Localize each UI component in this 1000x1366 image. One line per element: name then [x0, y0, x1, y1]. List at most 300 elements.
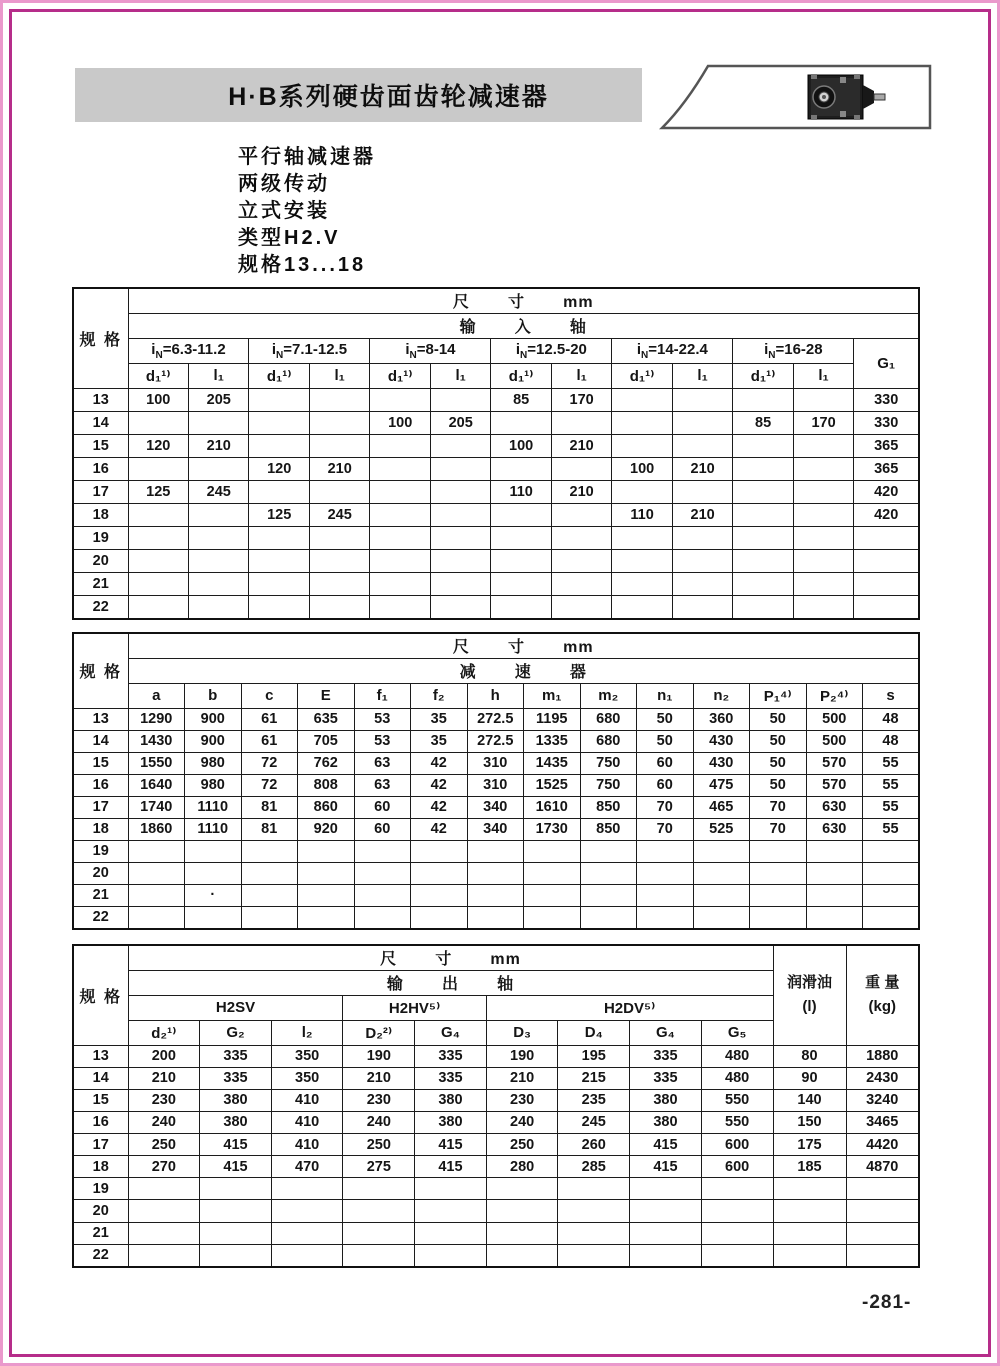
table-row	[73, 1134, 919, 1156]
value-cell	[309, 549, 369, 572]
value-cell: 50	[637, 730, 694, 752]
value-cell	[128, 572, 188, 595]
value-cell: 140	[773, 1089, 846, 1111]
value-cell	[241, 840, 298, 862]
value-cell: 72	[241, 752, 298, 774]
column-header: P₂⁴⁾	[806, 683, 863, 708]
d1-column-header: d₁¹⁾	[128, 363, 188, 388]
table-row	[73, 1045, 919, 1067]
spec-cell: 16	[73, 774, 128, 796]
value-cell	[370, 457, 430, 480]
value-cell	[486, 1200, 558, 1222]
value-cell: 705	[298, 730, 355, 752]
d1-column-header: d₁¹⁾	[249, 363, 309, 388]
value-cell	[128, 411, 188, 434]
value-cell: 272.5	[467, 708, 524, 730]
value-cell	[467, 884, 524, 906]
value-cell	[185, 862, 242, 884]
value-cell: 60	[637, 752, 694, 774]
value-cell	[309, 411, 369, 434]
spec-cell: 16	[73, 1111, 128, 1133]
value-cell	[637, 884, 694, 906]
value-cell	[630, 1222, 702, 1244]
value-cell	[128, 595, 188, 619]
value-cell	[612, 572, 672, 595]
value-cell	[672, 411, 732, 434]
table-row	[73, 388, 919, 411]
intro-text-block	[238, 144, 376, 279]
value-cell: 365	[854, 457, 919, 480]
value-cell: 81	[241, 818, 298, 840]
value-cell: 190	[486, 1045, 558, 1067]
value-cell: 1860	[128, 818, 185, 840]
value-cell: 81	[241, 796, 298, 818]
value-cell: 245	[188, 480, 248, 503]
value-cell	[298, 884, 355, 906]
value-cell	[241, 862, 298, 884]
value-cell: 415	[200, 1134, 272, 1156]
spec-cell: 17	[73, 796, 128, 818]
input-shaft-section-header: 输 入 轴	[128, 313, 919, 338]
value-cell	[630, 1244, 702, 1267]
value-cell: 110	[612, 503, 672, 526]
table-row	[73, 1089, 919, 1111]
value-cell: 70	[750, 796, 807, 818]
value-cell: 70	[637, 796, 694, 818]
page-number: -281-	[862, 1292, 912, 1313]
table-row	[73, 818, 919, 840]
value-cell	[854, 526, 919, 549]
value-cell: 48	[863, 730, 920, 752]
h2dv-group-header: H2DV⁵⁾	[486, 995, 773, 1020]
value-cell: 680	[580, 708, 637, 730]
value-cell	[672, 526, 732, 549]
value-cell: 420	[854, 503, 919, 526]
spec-cell: 21	[73, 1222, 128, 1244]
value-cell	[854, 549, 919, 572]
value-cell: 635	[298, 708, 355, 730]
d1-column-header: d₁¹⁾	[733, 363, 793, 388]
value-cell: 120	[249, 457, 309, 480]
value-cell: 100	[612, 457, 672, 480]
spec-column-header: 规 格	[73, 633, 128, 708]
value-cell: 270	[128, 1156, 200, 1178]
value-cell	[486, 1178, 558, 1200]
spec-cell: 16	[73, 457, 128, 480]
table-row	[73, 526, 919, 549]
value-cell: 415	[415, 1156, 487, 1178]
value-cell	[188, 549, 248, 572]
value-cell: 250	[343, 1134, 415, 1156]
table-row	[73, 730, 919, 752]
value-cell	[733, 526, 793, 549]
value-cell	[241, 884, 298, 906]
value-cell: 210	[551, 434, 611, 457]
value-cell	[370, 388, 430, 411]
value-cell: 63	[354, 774, 411, 796]
value-cell: 240	[128, 1111, 200, 1133]
value-cell: 63	[354, 752, 411, 774]
value-cell	[733, 572, 793, 595]
value-cell: 310	[467, 774, 524, 796]
value-cell: 380	[200, 1111, 272, 1133]
value-cell	[491, 549, 551, 572]
table-row	[73, 1178, 919, 1200]
value-cell: 200	[128, 1045, 200, 1067]
reducer-dimensions-table	[72, 632, 920, 930]
value-cell: 230	[486, 1089, 558, 1111]
value-cell: 61	[241, 708, 298, 730]
value-cell	[524, 840, 581, 862]
value-cell: 240	[343, 1111, 415, 1133]
value-cell: 470	[271, 1156, 343, 1178]
value-cell: 170	[551, 388, 611, 411]
table-row	[73, 503, 919, 526]
l1-column-header: l₁	[309, 363, 369, 388]
value-cell	[343, 1222, 415, 1244]
value-cell: 210	[128, 1067, 200, 1089]
value-cell: 260	[558, 1134, 630, 1156]
value-cell: 600	[701, 1134, 773, 1156]
value-cell: 1335	[524, 730, 581, 752]
value-cell	[309, 595, 369, 619]
column-header: n₁	[637, 683, 694, 708]
value-cell: 85	[733, 411, 793, 434]
value-cell: 245	[309, 503, 369, 526]
value-cell	[128, 840, 185, 862]
value-cell	[693, 884, 750, 906]
output-shaft-section-header: 输 出 轴	[128, 970, 773, 995]
value-cell: 550	[701, 1111, 773, 1133]
value-cell: 680	[580, 730, 637, 752]
value-cell	[249, 480, 309, 503]
table-row	[73, 862, 919, 884]
value-cell	[558, 1244, 630, 1267]
value-cell	[200, 1244, 272, 1267]
value-cell	[846, 1244, 919, 1267]
value-cell	[309, 434, 369, 457]
value-cell	[200, 1222, 272, 1244]
value-cell: 50	[750, 774, 807, 796]
value-cell	[430, 480, 490, 503]
column-header: f₂	[411, 683, 468, 708]
column-header: D₂²⁾	[343, 1020, 415, 1045]
spec-cell: 13	[73, 1045, 128, 1067]
value-cell: 4870	[846, 1156, 919, 1178]
value-cell: 415	[415, 1134, 487, 1156]
value-cell	[733, 434, 793, 457]
value-cell: 380	[415, 1089, 487, 1111]
table-row	[73, 1222, 919, 1244]
value-cell	[354, 862, 411, 884]
value-cell	[793, 457, 854, 480]
value-cell	[846, 1222, 919, 1244]
value-cell: 60	[354, 796, 411, 818]
value-cell: 1730	[524, 818, 581, 840]
value-cell	[793, 572, 854, 595]
value-cell: 860	[298, 796, 355, 818]
value-cell	[370, 549, 430, 572]
column-header: m₁	[524, 683, 581, 708]
value-cell: 1550	[128, 752, 185, 774]
value-cell	[551, 503, 611, 526]
table-row	[73, 1156, 919, 1178]
spec-cell: 22	[73, 595, 128, 619]
value-cell	[271, 1200, 343, 1222]
value-cell	[298, 862, 355, 884]
value-cell: 410	[271, 1134, 343, 1156]
value-cell	[551, 572, 611, 595]
value-cell	[467, 862, 524, 884]
spec-cell: 21	[73, 884, 128, 906]
value-cell: 1430	[128, 730, 185, 752]
value-cell	[411, 906, 468, 929]
value-cell	[773, 1178, 846, 1200]
value-cell	[486, 1244, 558, 1267]
l1-column-header: l₁	[551, 363, 611, 388]
column-header: G₅	[701, 1020, 773, 1045]
ratio-group-header: $i_N=14-22.4$	[612, 338, 733, 363]
value-cell	[430, 434, 490, 457]
value-cell	[128, 526, 188, 549]
value-cell: 1290	[128, 708, 185, 730]
value-cell	[128, 549, 188, 572]
value-cell	[551, 549, 611, 572]
value-cell: 235	[558, 1089, 630, 1111]
value-cell: 280	[486, 1156, 558, 1178]
value-cell: 42	[411, 796, 468, 818]
value-cell: 70	[637, 818, 694, 840]
value-cell	[486, 1222, 558, 1244]
value-cell: 100	[491, 434, 551, 457]
spec-cell: 15	[73, 752, 128, 774]
value-cell	[271, 1222, 343, 1244]
value-cell	[701, 1200, 773, 1222]
value-cell: 1195	[524, 708, 581, 730]
l1-column-header: l₁	[430, 363, 490, 388]
page-title: H·B系列硬齿面齿轮减速器	[228, 83, 549, 111]
spec-cell: 18	[73, 503, 128, 526]
value-cell: 210	[672, 503, 732, 526]
value-cell	[249, 526, 309, 549]
value-cell	[637, 906, 694, 929]
value-cell: 190	[343, 1045, 415, 1067]
value-cell: 210	[188, 434, 248, 457]
value-cell: 410	[271, 1111, 343, 1133]
value-cell	[580, 906, 637, 929]
value-cell: 335	[415, 1067, 487, 1089]
oil-column-header: 润滑油 (l)	[773, 945, 846, 1045]
value-cell	[354, 884, 411, 906]
value-cell	[343, 1178, 415, 1200]
value-cell	[701, 1222, 773, 1244]
value-cell: 750	[580, 752, 637, 774]
value-cell	[693, 840, 750, 862]
value-cell	[750, 840, 807, 862]
value-cell	[551, 526, 611, 549]
value-cell: 465	[693, 796, 750, 818]
spec-cell: 20	[73, 1200, 128, 1222]
spec-cell: 13	[73, 388, 128, 411]
value-cell: 100	[128, 388, 188, 411]
value-cell: 360	[693, 708, 750, 730]
value-cell	[863, 862, 920, 884]
value-cell: 1435	[524, 752, 581, 774]
value-cell	[524, 884, 581, 906]
intro-line: 规格13...18	[238, 254, 367, 276]
spec-column-header: 规 格	[73, 288, 128, 388]
value-cell: 550	[701, 1089, 773, 1111]
value-cell	[612, 480, 672, 503]
value-cell: 60	[637, 774, 694, 796]
value-cell: 335	[200, 1067, 272, 1089]
spec-cell: 14	[73, 730, 128, 752]
column-header: d₂¹⁾	[128, 1020, 200, 1045]
value-cell	[128, 862, 185, 884]
value-cell	[672, 549, 732, 572]
table-row	[73, 884, 919, 906]
table-row	[73, 1244, 919, 1267]
output-shaft-table	[72, 944, 920, 1268]
value-cell: 1640	[128, 774, 185, 796]
value-cell	[558, 1222, 630, 1244]
value-cell: 53	[354, 708, 411, 730]
value-cell	[188, 503, 248, 526]
value-cell: 245	[558, 1111, 630, 1133]
value-cell: 350	[271, 1045, 343, 1067]
value-cell: 850	[580, 818, 637, 840]
value-cell: 920	[298, 818, 355, 840]
value-cell	[733, 595, 793, 619]
value-cell	[185, 906, 242, 929]
value-cell	[467, 906, 524, 929]
value-cell	[309, 480, 369, 503]
value-cell: 430	[693, 730, 750, 752]
spec-column-header: 规 格	[73, 945, 128, 1045]
value-cell: 272.5	[467, 730, 524, 752]
value-cell: 500	[806, 730, 863, 752]
value-cell	[430, 549, 490, 572]
value-cell	[551, 595, 611, 619]
value-cell	[806, 906, 863, 929]
value-cell	[630, 1178, 702, 1200]
column-header: a	[128, 683, 185, 708]
value-cell	[612, 595, 672, 619]
column-header: E	[298, 683, 355, 708]
value-cell	[750, 862, 807, 884]
value-cell	[298, 840, 355, 862]
value-cell	[491, 595, 551, 619]
value-cell: 415	[630, 1156, 702, 1178]
table-row	[73, 457, 919, 480]
table-row	[73, 840, 919, 862]
dimension-header: 尺 寸 mm	[128, 633, 919, 658]
column-header: l₂	[271, 1020, 343, 1045]
column-header: D₄	[558, 1020, 630, 1045]
value-cell: 808	[298, 774, 355, 796]
value-cell	[271, 1178, 343, 1200]
value-cell: 900	[185, 708, 242, 730]
value-cell: 380	[200, 1089, 272, 1111]
value-cell	[806, 884, 863, 906]
value-cell: 430	[693, 752, 750, 774]
column-header: G₂	[200, 1020, 272, 1045]
value-cell	[128, 1200, 200, 1222]
value-cell	[793, 526, 854, 549]
value-cell: 480	[701, 1067, 773, 1089]
value-cell: 900	[185, 730, 242, 752]
spec-cell: 22	[73, 906, 128, 929]
value-cell	[630, 1200, 702, 1222]
value-cell	[370, 480, 430, 503]
value-cell: 500	[806, 708, 863, 730]
value-cell: 210	[343, 1067, 415, 1089]
value-cell	[612, 388, 672, 411]
value-cell: ·	[185, 884, 242, 906]
value-cell: 250	[486, 1134, 558, 1156]
value-cell	[415, 1244, 487, 1267]
value-cell	[612, 526, 672, 549]
value-cell: 150	[773, 1111, 846, 1133]
value-cell	[524, 906, 581, 929]
h2hv-group-header: H2HV⁵⁾	[343, 995, 486, 1020]
value-cell	[806, 840, 863, 862]
value-cell: 55	[863, 774, 920, 796]
value-cell: 1610	[524, 796, 581, 818]
spec-cell: 14	[73, 411, 128, 434]
value-cell: 3465	[846, 1111, 919, 1133]
value-cell: 525	[693, 818, 750, 840]
value-cell: 55	[863, 818, 920, 840]
value-cell	[733, 457, 793, 480]
value-cell	[793, 595, 854, 619]
value-cell	[430, 503, 490, 526]
l1-column-header: l₁	[188, 363, 248, 388]
value-cell	[128, 503, 188, 526]
value-cell	[551, 457, 611, 480]
value-cell: 850	[580, 796, 637, 818]
value-cell	[128, 906, 185, 929]
value-cell	[672, 434, 732, 457]
value-cell	[854, 572, 919, 595]
value-cell	[524, 862, 581, 884]
value-cell	[701, 1178, 773, 1200]
value-cell	[241, 906, 298, 929]
table-row	[73, 1200, 919, 1222]
value-cell: 230	[343, 1089, 415, 1111]
table-row	[73, 708, 919, 730]
value-cell	[411, 840, 468, 862]
value-cell: 3240	[846, 1089, 919, 1111]
value-cell: 48	[863, 708, 920, 730]
value-cell: 170	[793, 411, 854, 434]
spec-cell: 17	[73, 1134, 128, 1156]
value-cell: 90	[773, 1067, 846, 1089]
value-cell	[249, 388, 309, 411]
value-cell: 1110	[185, 818, 242, 840]
value-cell	[637, 840, 694, 862]
value-cell	[846, 1200, 919, 1222]
value-cell: 42	[411, 818, 468, 840]
value-cell	[343, 1244, 415, 1267]
value-cell: 205	[188, 388, 248, 411]
value-cell: 1525	[524, 774, 581, 796]
value-cell	[863, 840, 920, 862]
value-cell: 2430	[846, 1067, 919, 1089]
value-cell: 210	[551, 480, 611, 503]
value-cell: 475	[693, 774, 750, 796]
input-shaft-table	[72, 287, 920, 620]
